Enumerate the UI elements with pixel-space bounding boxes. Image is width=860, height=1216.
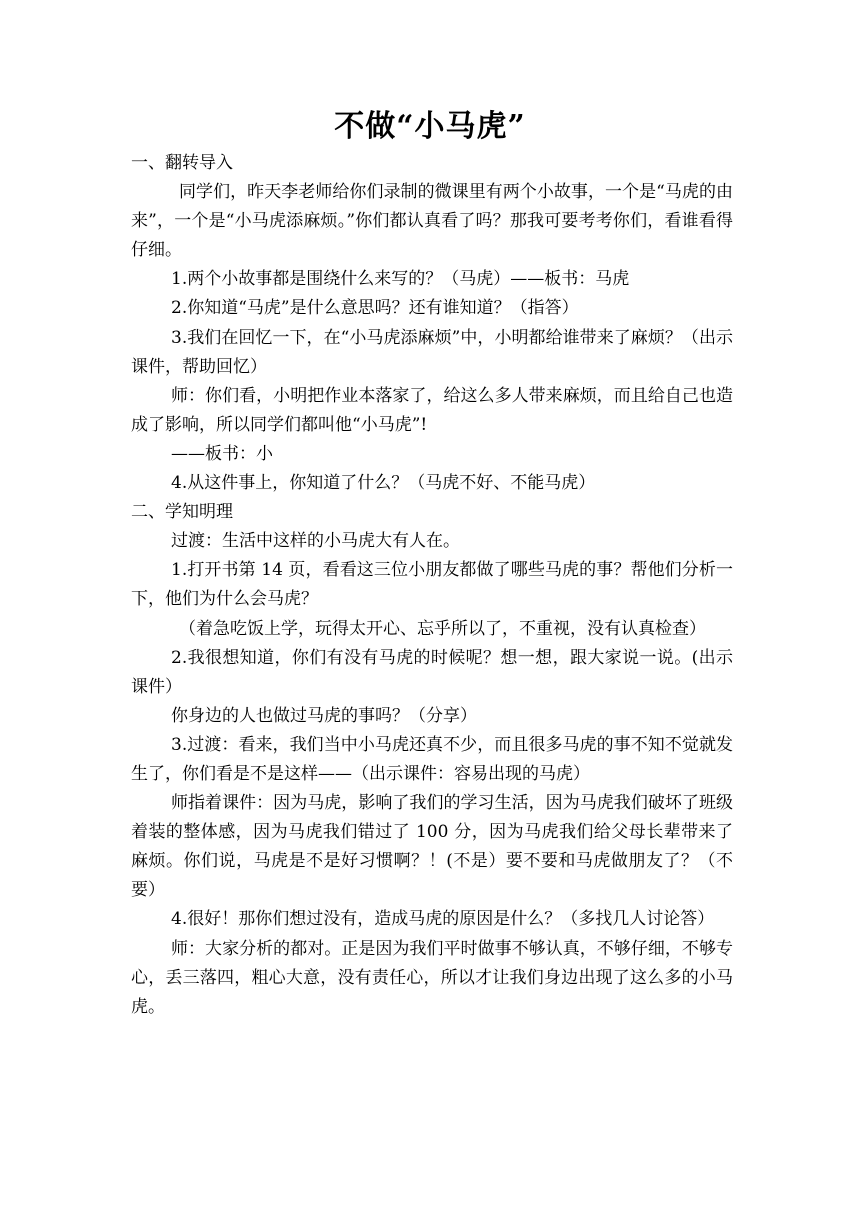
paragraph: 同学们，昨天李老师给你们录制的微课里有两个小故事，一个是“马虎的由来”，一个是“小马虎添麻烦。”你们都认真看了吗？那我可要考考你们，看谁看得仔细。 xyxy=(131,182,733,261)
document-title: 不做“小马虎” xyxy=(334,109,526,144)
paragraph: 4.从这件事上，你知道了什么？（马虎不好、不能马虎） xyxy=(171,473,596,494)
paragraph: ——板书：小 xyxy=(171,443,273,464)
paragraph: 师指着课件：因为马虎，影响了我们的学习生活，因为马虎我们破坏了班级着装的整体感，因为马虎我们错过了 100 分，因为马虎我们给父母长辈带来了麻烦。你们说，马虎是不是好习惯啊？！(不是）要不要和马虎做朋友了？（不要） xyxy=(131,793,733,901)
paragraph: 师：你们看，小明把作业本落家了，给这么多人带来麻烦，而且给自己也造成了影响，所以同学们都叫他“小马虎”! xyxy=(131,385,733,435)
paragraph: 4.很好！那你们想过没有，造成马虎的原因是什么？（多找几人讨论答） xyxy=(171,909,715,930)
paragraph: 1.打开书第 14 页，看看这三位小朋友都做了哪些马虎的事？帮他们分析一下，他们为什么会马虎？ xyxy=(131,560,733,610)
paragraph: 1.两个小故事都是围绕什么来写的？（马虎）——板书：马虎 xyxy=(171,269,630,290)
paragraph: 3.过渡：看来，我们当中小马虎还真不少，而且很多马虎的事不知不觉就发生了，你们看是不是这样——（出示课件：容易出现的马虎） xyxy=(131,734,733,784)
paragraph: 你身边的人也做过马虎的事吗？（分享） xyxy=(171,705,477,726)
paragraph: （着急吃饭上学，玩得太开心、忘乎所以了，不重视，没有认真检查） xyxy=(179,618,706,639)
document-body xyxy=(131,149,733,1022)
paragraph: 3.我们在回忆一下，在“小马虎添麻烦”中，小明都给谁带来了麻烦？（出示课件，帮助回忆） xyxy=(131,327,733,377)
paragraph: 2.我很想知道，你们有没有马虎的时候呢？想一想，跟大家说一说。(出示课件） xyxy=(131,647,733,697)
paragraph: 师：大家分析的都对。正是因为我们平时做事不够认真，不够仔细，不够专心，丢三落四，粗心大意，没有责任心，所以才让我们身边出现了这么多的小马虎。 xyxy=(131,938,733,1017)
paragraph: 2.你知道“马虎”是什么意思吗？还有谁知道？（指答） xyxy=(171,298,579,319)
section-heading: 二、学知明理 xyxy=(131,502,233,523)
paragraph: 过渡：生活中这样的小马虎大有人在。 xyxy=(171,531,460,552)
section-heading: 一、翻转导入 xyxy=(131,153,233,173)
